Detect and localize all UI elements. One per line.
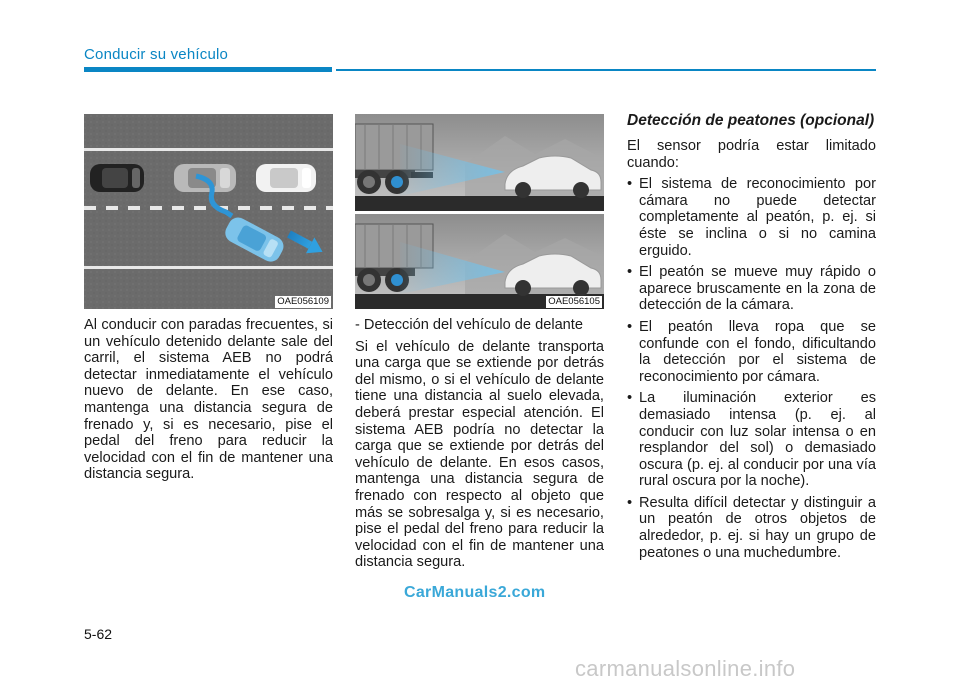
figure-code: OAE056109 <box>277 296 329 307</box>
column-right <box>627 112 876 566</box>
list-item: • Resulta difícil detectar y distinguir a un peatón de otros objetos de alrededor, p. ej. si hay un grupo de peatones o una muchedumbre. <box>627 495 876 561</box>
lane-change-illustration <box>84 114 333 309</box>
limitation-list <box>627 176 876 561</box>
header-rule-thin <box>336 69 876 71</box>
watermark-link[interactable]: CarManuals2.com <box>404 584 546 601</box>
paragraph: Si el vehículo de delante transporta una carga que se extiende por detrás del mismo, o si el vehículo de delante tiene una distancia al suelo elevada, deberá prestar especial atención. El sistema AEB podría no detectar la carga que se extiende por detrás del vehículo de delante. En esos casos, mantenga una distancia segura de frenado con respecto al objeto que más se sobresalga y, si es necesario, pise el pedal del freno para reducir la velocidad con el fin de mantener una distancia segura. <box>355 338 604 571</box>
column-middle <box>355 317 604 576</box>
list-item: • El peatón lleva ropa que se confunde con el fondo, dificultando la detección por el sistema de reconocimiento por cámara. <box>627 319 876 385</box>
page-number: 5-62 <box>84 626 113 642</box>
paragraph: Al conducir con paradas frecuentes, si un vehículo detenido delante sale del carril, el sistema AEB no podrá detectar inmediatamente el vehículo nuevo de delante. En ese caso, mantenga una distancia segura de frenado y, si es necesario, pise el pedal del freno para reducir la velocidad con el fin de mantener una distancia segura. <box>84 317 333 483</box>
list-item: • La iluminación exterior es demasiado intensa (p. ej. al conducir con luz solar intensa o en resplandor del sol) o demasiado oscura (p. ej. al conducir por una vía rural oscura por la noche). <box>627 390 876 490</box>
black-car <box>90 164 144 192</box>
list-item: • El peatón se mueve muy rápido o aparece bruscamente en la zona de detección de la cámara. <box>627 264 876 314</box>
figure-code: OAE056105 <box>548 296 600 307</box>
figure-caption: - Detección del vehículo de delante <box>355 317 583 333</box>
watermark-text: carmanualsonline.info <box>575 656 796 681</box>
header-rule-thick <box>84 67 332 72</box>
figure-lane-change <box>84 114 333 309</box>
overhanging-load-illustration <box>355 114 604 309</box>
list-item: • El sistema de reconocimiento por cámara no puede detectar completamente al peatón, p. ej. si éste se inclina o si no camina erguido. <box>627 176 876 259</box>
section-title: Conducir su vehículo <box>84 46 229 63</box>
column-left <box>84 317 333 488</box>
subsection-heading: Detección de peatones (opcional) <box>627 112 875 129</box>
figure-overhanging-load <box>355 114 604 309</box>
intro-text: El sensor podría estar limitado cuando: <box>627 138 876 171</box>
